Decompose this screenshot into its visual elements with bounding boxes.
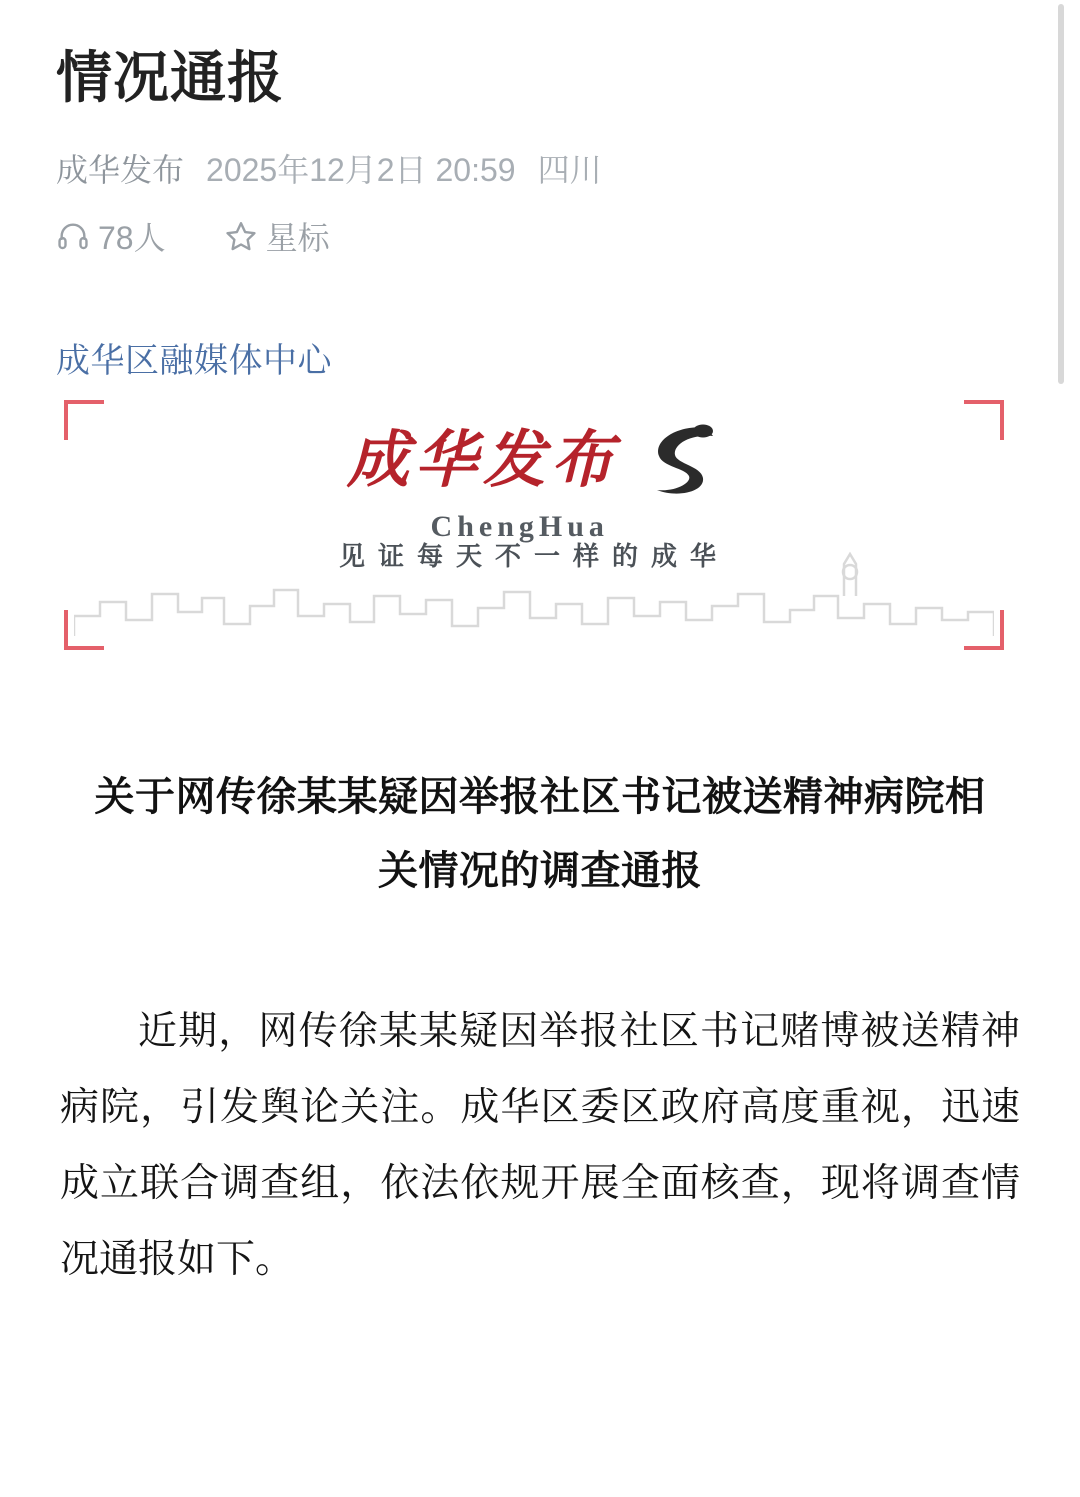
swoosh-icon	[633, 422, 721, 500]
post-author[interactable]: 成华发布	[56, 152, 185, 189]
skyline-graphic	[74, 546, 994, 638]
page-title: 情况通报	[56, 46, 284, 109]
post-date: 2025年12月2日 20:59	[206, 152, 516, 189]
post-stats	[56, 213, 1024, 259]
banner-slogan: 见证每天不一样的成华	[338, 541, 730, 572]
listen-count-group[interactable]	[56, 213, 166, 259]
article-paragraph: 近期，网传徐某某疑因举报社区书记赌博被送精神病院，引发舆论关注。成华区委区政府高度重视，迅速成立联合调查组，依法依规开展全面核查，现将调查情况通报如下。	[60, 1010, 1020, 1282]
banner-corner-top-right	[964, 400, 1004, 440]
banner-corner-top-left	[64, 400, 104, 440]
post-region: 四川	[537, 152, 602, 189]
star-icon[interactable]	[224, 219, 258, 253]
banner-logo-en: ChengHua	[430, 510, 609, 544]
article-headline: 关于网传徐某某疑因举报社区书记被送精神病院相关情况的调查通报	[94, 775, 986, 894]
post-meta	[56, 145, 1024, 191]
banner-logo-cn: 成华发布	[346, 427, 620, 496]
listen-count-label: 78人	[98, 220, 166, 257]
star-group[interactable]	[224, 213, 330, 259]
star-label: 星标	[265, 220, 330, 257]
scrollbar-track[interactable]	[1066, 0, 1072, 1497]
source-name[interactable]: 成华区融媒体中心	[56, 342, 332, 381]
scrollbar-thumb[interactable]	[1058, 4, 1064, 384]
headphone-icon	[56, 219, 90, 253]
banner-logo	[346, 422, 721, 544]
publisher-banner	[56, 400, 1012, 650]
